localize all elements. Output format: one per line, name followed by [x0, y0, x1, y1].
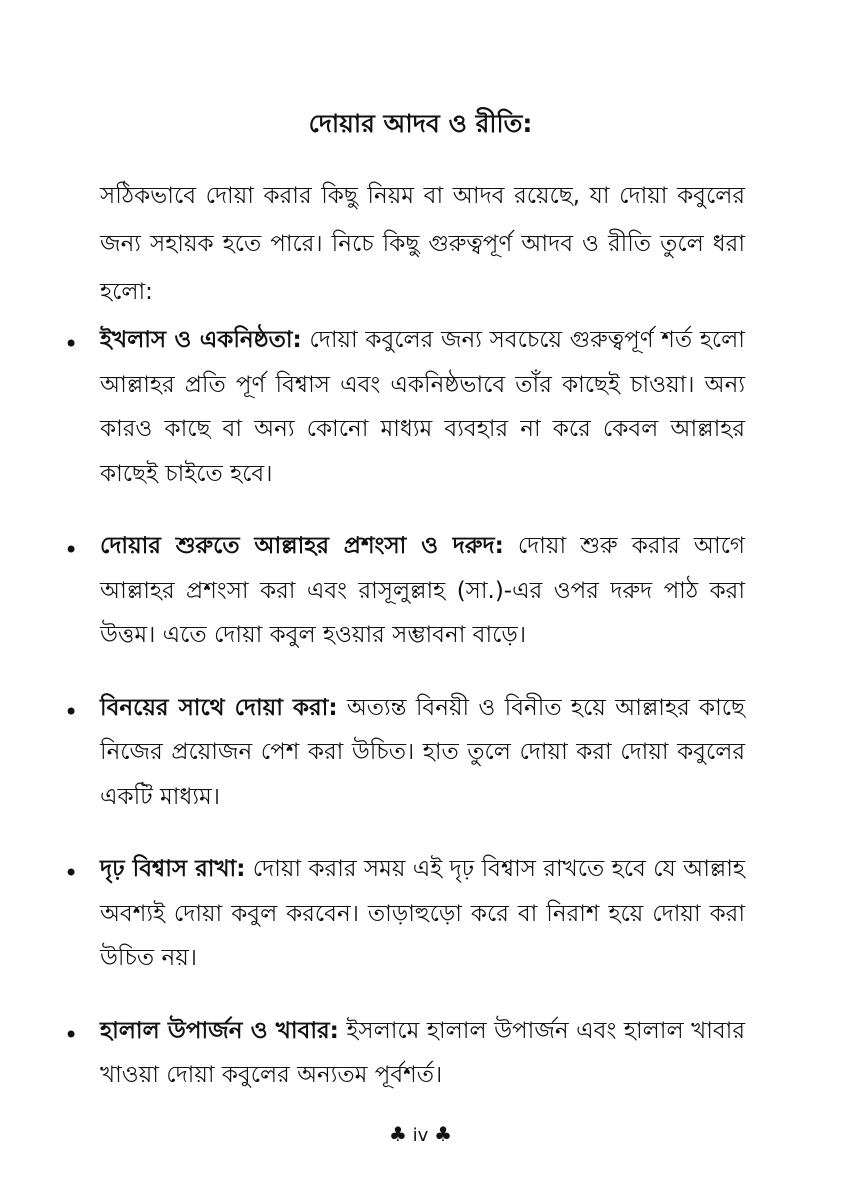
list-item-body: দোয়া শুরু করার আগে আল্লাহর প্রশংসা করা এবং রাসূলুল্লাহ (সা.)-এর ওপর দরুদ পাঠ করা উত্তম। এতে দোয়া কবুল হওয়ার সম্ভাবনা বাড়ে।	[100, 533, 745, 648]
list-item-text	[100, 318, 745, 496]
page-footer	[0, 1120, 841, 1150]
list-item-text	[100, 686, 745, 820]
list-item-title: দৃঢ় বিশ্বাস রাখা:	[100, 856, 246, 882]
list-item-text	[100, 1009, 745, 1098]
list-item-body: দোয়া করার সময় এই দৃঢ় বিশ্বাস রাখতে হবে যে আল্লাহ অবশ্যই দোয়া কবুল করবেন। তাড়াহুড়ো করে বা নিরাশ হয়ে দোয়া করা উচিত নয়।	[100, 856, 746, 971]
adab-list	[0, 318, 841, 1126]
section-heading: দোয়ার আদব ও রীতি:	[308, 109, 533, 138]
list-item-body: অত্যন্ত বিনয়ী ও বিনীত হয়ে আল্লাহর কাছে নিজের প্রয়োজন পেশ করা উচিত। হাত তুলে দোয়া করা দোয়া কবুলের একটি মাধ্যম।	[100, 694, 745, 810]
list-item-text	[100, 524, 745, 658]
list-item-title: ইখলাস ও একনিষ্ঠতা:	[100, 327, 302, 353]
list-item-title: দোয়ার শুরুতে আল্লাহর প্রশংসা ও দরুদ:	[100, 533, 504, 559]
list-item	[0, 686, 841, 820]
list-item	[0, 524, 841, 658]
list-item-body: দোয়া কবুলের জন্য সবচেয়ে গুরুত্বপূর্ণ শর্ত হলো আল্লাহর প্রতি পূর্ণ বিশ্বাস এবং একনিষ্ঠভাবে তাঁর কাছেই চাওয়া। অন্য কারও কাছে বা অন্য কোনো মাধ্যম ব্যবহার না করে কেবল আল্লাহর কাছেই চাইতে হবে।	[100, 327, 745, 487]
list-item	[0, 318, 841, 496]
club-icon: ♣	[389, 1122, 407, 1146]
club-icon: ♣	[434, 1122, 452, 1146]
bullet-icon: •	[64, 697, 79, 726]
intro-paragraph: সঠিকভাবে দোয়া করার কিছু নিয়ম বা আদব রয়েছে, যা দোয়া কবুলের জন্য সহায়ক হতে পারে। নিচে কিছু গুরুত্বপূর্ণ আদব ও রীতি তুলে ধরা হলো:	[100, 183, 745, 305]
list-item-text	[100, 847, 745, 981]
page-number: iv	[412, 1125, 429, 1146]
bullet-icon: •	[64, 859, 79, 887]
bullet-icon: •	[64, 330, 79, 358]
list-item	[0, 847, 841, 981]
bullet-icon: •	[64, 536, 79, 564]
list-item-title: বিনয়ের সাথে দোয়া করা:	[100, 694, 338, 721]
list-item-body: ইসলামে হালাল উপার্জন এবং হালাল খাবার খাওয়া দোয়া কবুলের অন্যতম পূর্বশর্ত।	[100, 1017, 745, 1088]
list-item	[0, 1009, 841, 1098]
bullet-icon: •	[64, 1020, 79, 1049]
list-item-title: হালাল উপার্জন ও খাবার:	[100, 1017, 339, 1044]
